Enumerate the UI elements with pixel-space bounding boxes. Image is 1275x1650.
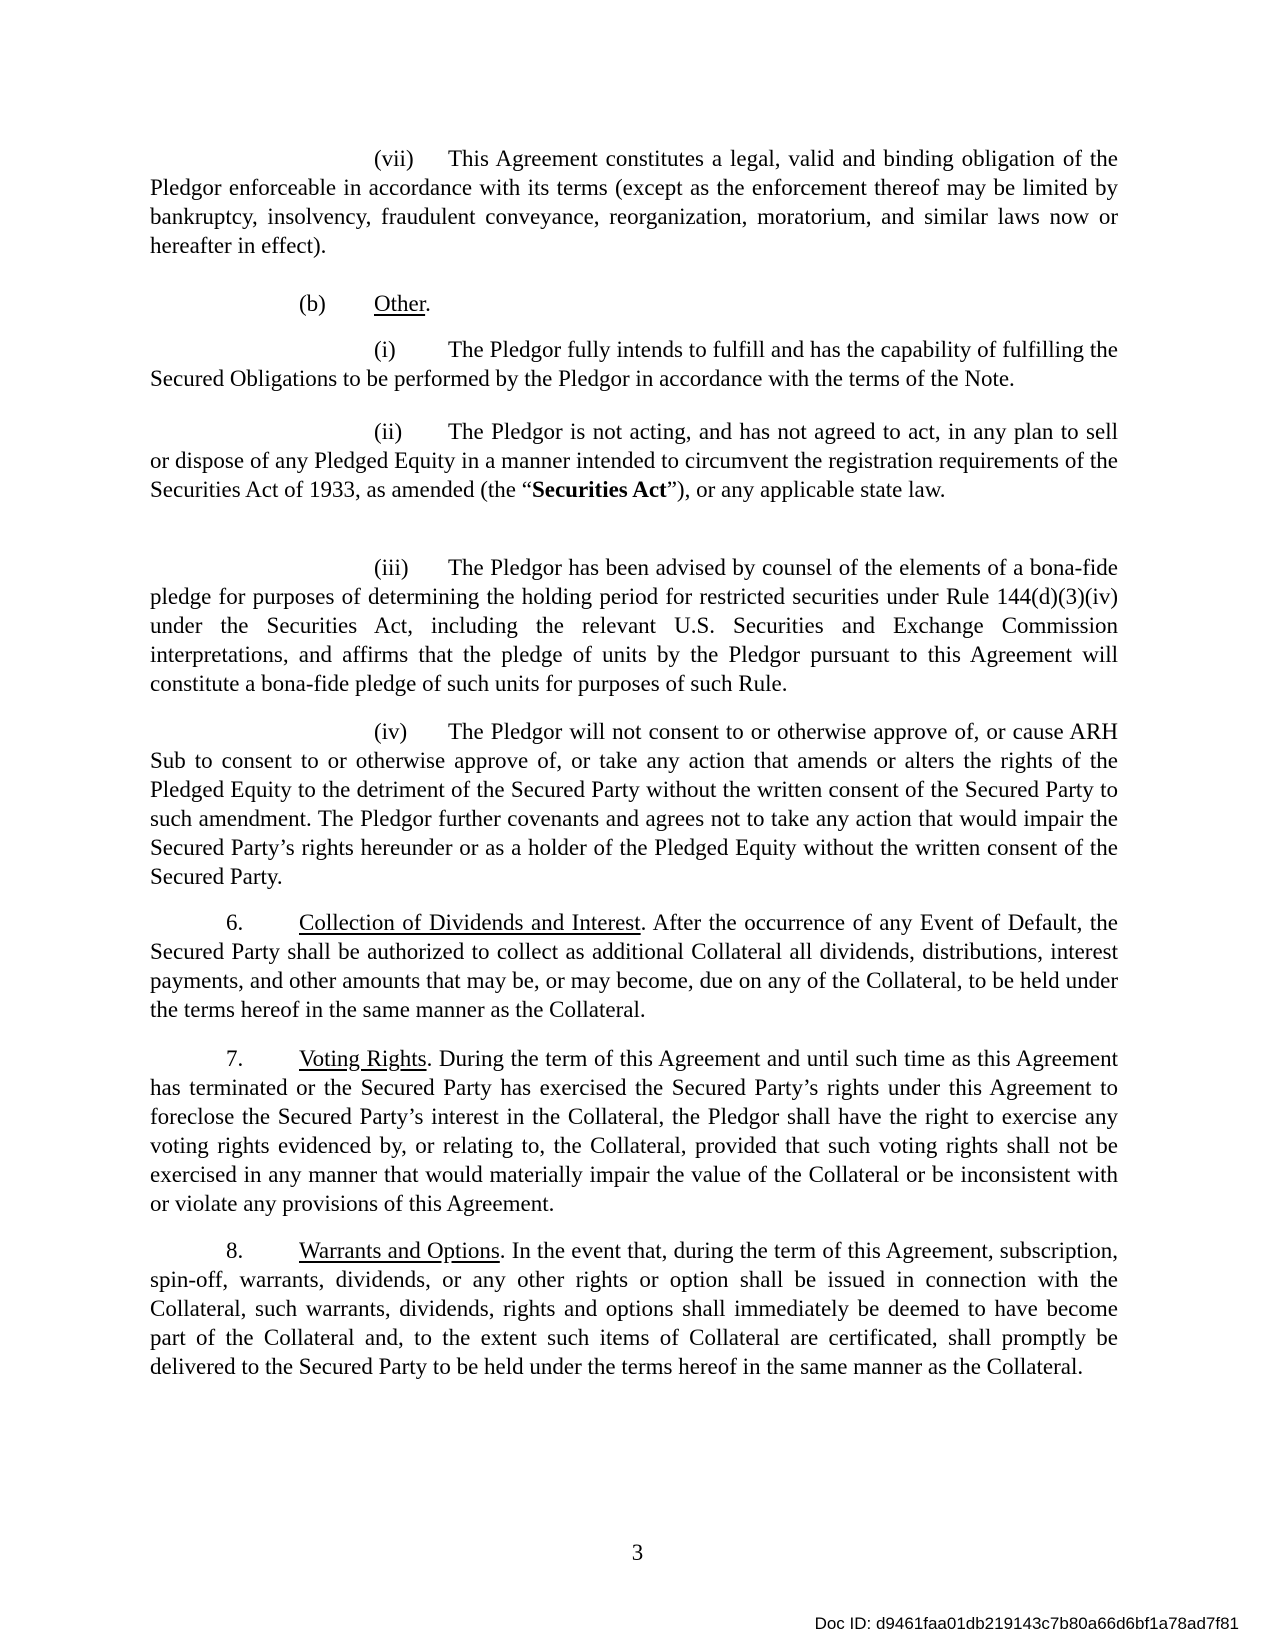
paragraph-i [150,335,1118,393]
section-text: . In the event that, during the term of this Agreement, subscription, spin-off, warrants, dividends, or any other rights or option shall be issued in connection with the Collateral, such warrants, dividends, rights and options shall immediately be deemed to have become part of the Collateral and, to the extent such items of Collateral are certificated, shall promptly be delivered to the Secured Party to be held under the terms hereof in the same manner as the Collateral. [150,1238,1118,1379]
paragraph-text: The Pledgor will not consent to or otherwise approve of, or cause ARH Sub to consent to or otherwise approve of, or take any action that amends or alters the rights of the Pledged Equity to the detriment of the Secured Party without the written consent of the Secured Party to such amendment. The Pledgor further covenants and agrees not to take any action that would impair the Secured Party’s rights hereunder or as a holder of the Pledged Equity without the written consent of the Secured Party. [150,719,1118,889]
paragraph-text-end: ”), or any applicable state law. [666,477,946,502]
paragraph-text: The Pledgor fully intends to fulfill and has the capability of fulfilling the Secured Obligations to be performed by the Pledgor in accordance with the terms of the Note. [150,337,1118,391]
section-number: 7. [226,1046,244,1071]
paragraph-number: (iii) [374,555,409,580]
paragraph-text: The Pledgor is not acting, and has not agreed to act, in any plan to sell or dispose of any Pledged Equity in a manner intended to circumvent the registration requirements of the Securities Act of 1933, as amended (the “ [150,419,1118,502]
section-title: Warrants and Options [299,1238,500,1263]
section-title: Other [374,291,426,316]
paragraph-iii [150,553,1118,698]
section-text: . After the occurrence of any Event of Default, the Secured Party shall be authorized to collect as additional Collateral all dividends, distributions, interest payments, and other amounts that may be, or may become, due on any of the Collateral, to be held under the terms hereof in the same manner as the Collateral. [150,910,1118,1022]
section-6 [150,908,1118,1024]
paragraph-number: (vii) [374,146,414,171]
defined-term: Securities Act [531,477,667,502]
page-number: 3 [631,1540,644,1565]
doc-id-footer: Doc ID: d9461faa01db219143c7b80a66d6bf1a78ad7f81 [814,1614,1239,1633]
paragraph-vii [150,144,1118,260]
section-text: . During the term of this Agreement and until such time as this Agreement has terminated or the Secured Party has exercised the Secured Party’s rights under this Agreement to foreclose the Secured Party’s interest in the Collateral, the Pledgor shall have the right to exercise any voting rights evidenced by, or relating to, the Collateral, provided that such voting rights shall not be exercised in any manner that would materially impair the value of the Collateral or be inconsistent with or violate any provisions of this Agreement. [150,1046,1118,1216]
paragraph-ii [150,417,1118,504]
section-number: (b) [299,291,326,316]
section-title: Voting Rights [299,1046,427,1071]
section-8 [150,1236,1118,1381]
paragraph-text: This Agreement constitutes a legal, valid and binding obligation of the Pledgor enforceable in accordance with its terms (except as the enforcement thereof may be limited by bankruptcy, insolvency, fraudulent conveyance, reorganization, moratorium, and similar laws now or hereafter in effect). [150,146,1118,258]
section-number: 8. [226,1238,244,1263]
section-7 [150,1044,1118,1218]
section-title: Collection of Dividends and Interest [299,910,641,935]
section-title-suffix: . [425,291,431,316]
paragraph-number: (ii) [374,419,403,444]
paragraph-number: (i) [374,337,396,362]
section-b-heading [299,289,431,318]
paragraph-number: (iv) [374,719,408,744]
paragraph-text: The Pledgor has been advised by counsel of the elements of a bona-fide pledge for purposes of determining the holding period for restricted securities under Rule 144(d)(3)(iv) under the Securities Act, including the relevant U.S. Securities and Exchange Commission interpretations, and affirms that the pledge of units by the Pledgor pursuant to this Agreement will constitute a bona-fide pledge of such units for purposes of such Rule. [150,555,1118,696]
section-number: 6. [226,910,244,935]
paragraph-iv [150,717,1118,891]
